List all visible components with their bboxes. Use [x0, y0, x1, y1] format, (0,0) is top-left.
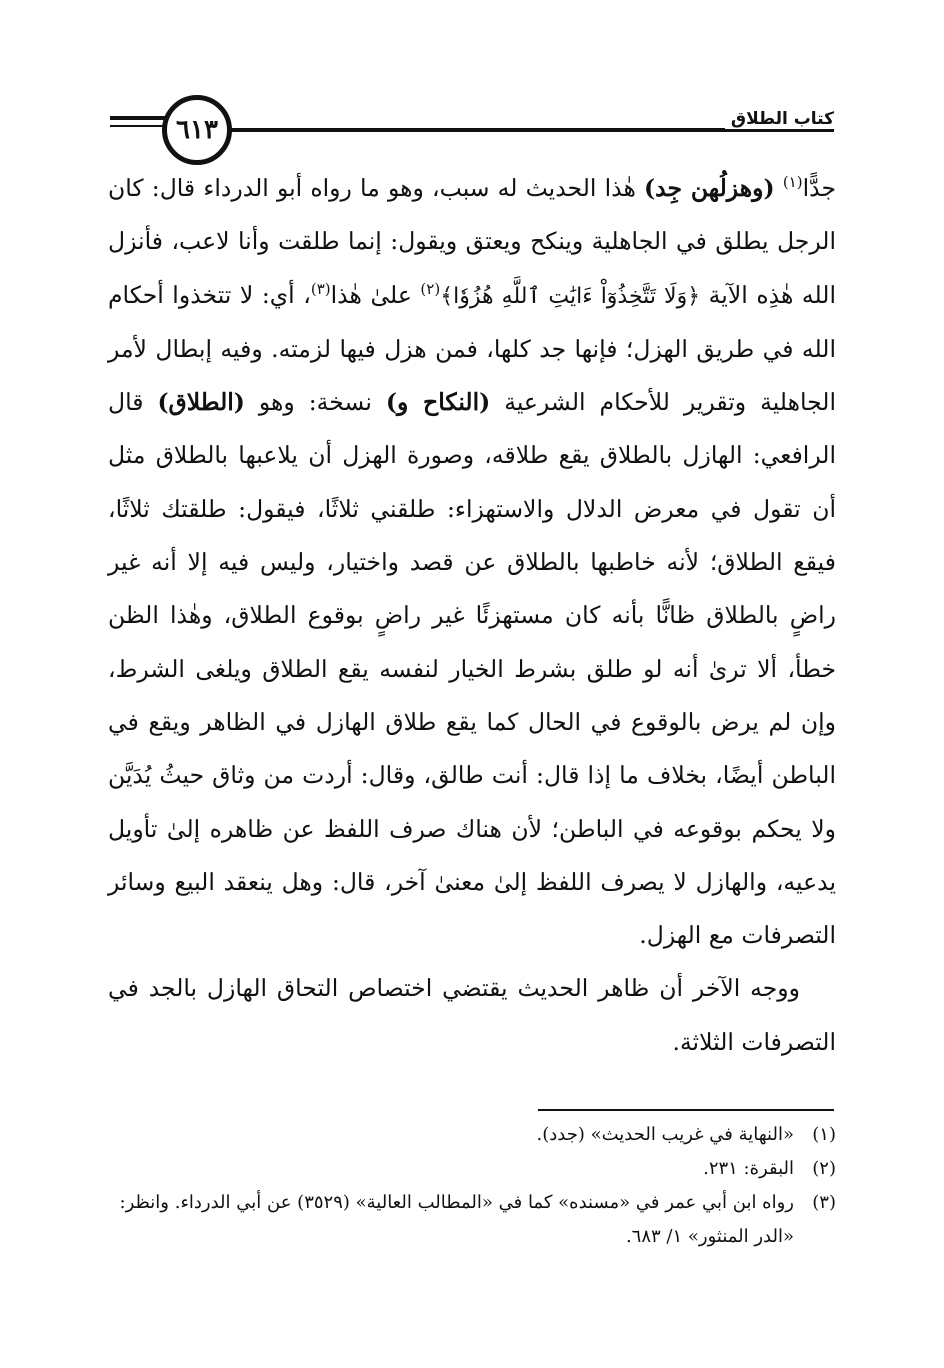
hadith-quote: (وهزلُهن جِد): [644, 174, 775, 202]
footnote-number: (١): [812, 1124, 836, 1145]
text-run: نسخة: وهو: [244, 388, 386, 417]
text-run: قال الرافعي: الهازل بالطلاق يقع طلاقه، وصورة الهزل أن يلاعبها بالطلاق مثل أن تقول في معرض الدلال والاستهزاء: طلقني ثلاثًا، فيقول: طلقتك ثلاثًا، فيقع الطلاق؛ لأنه خاطبها بالطلاق عن قصد واختيار، وليس فيه إلا أنه غير راضٍ بالطلاق ظانًّا بأنه كان مستهزئًا غير راضٍ بوقوع الطلاق، وهٰذا الظن خطأ، ألا ترىٰ أنه لو طلق بشرط الخيار لنفسه يقع الطلاق ويلغى الشرط، وإن لم يرض بالوقوع في الحال كما يقع طلاق الهازل في الظاهر ويقع في الباطن أيضًا، بخلاف ما إذا قال: أنت طالق، وقال: أردت من وثاق حيثُ يُدَيَّن ولا يحكم بوقوعه في الباطن؛ لأن هناك صرف اللفظ عن ظاهره إلىٰ تأويل يدعيه، والهازل لا يصرف اللفظ إلىٰ معنىٰ آخر، قال: وهل ينعقد البيع وسائر التصرفات مع الهزل.: [108, 388, 836, 950]
page-header: [110, 95, 834, 161]
text-run: ، أي: لا تتخذوا أحكام الله في طريق الهزل؛ فإنها جد كلها، فمن هزل فيها لزمته. وفيه إبطال لأمر الجاهلية وتقرير للأحكام الشرعية: [108, 280, 836, 417]
matn-quote: (الطلاق): [157, 388, 245, 417]
quran-verse: ﴿وَلَا تَتَّخِذُوٓاْ ءَايَٰتِ ٱللَّهِ هُزُوٗا﴾: [440, 283, 701, 309]
page-number: ٦١٣: [162, 95, 232, 165]
text-run: هٰذا الحديث له سبب، وهو ما رواه أبو الدرداء قال: كان الرجل يطلق في الجاهلية وينكح ويعتق ويقول: إنما طلقت وأنا لاعب، فأنزل الله هٰذِه الآية: [108, 174, 836, 309]
footnote: [108, 1118, 836, 1152]
running-title: كتاب الطلاق: [725, 109, 834, 129]
footnote-text: البقرة: ٢٣١.: [703, 1158, 794, 1179]
footnote-marker: (٣): [310, 279, 331, 298]
footnote-marker: (٢): [420, 279, 441, 298]
footnote-separator: [538, 1109, 834, 1111]
main-text: [108, 162, 836, 1069]
footnote: [108, 1152, 836, 1186]
footnote-text: «النهاية في غريب الحديث» (جدد).: [536, 1124, 794, 1145]
paragraph: [108, 162, 836, 962]
text-run: [775, 174, 783, 202]
footnote-number: (٣): [812, 1192, 836, 1213]
footnote-number: (٢): [812, 1158, 836, 1179]
footnote-text: رواه ابن أبي عمر في «مسنده» كما في «المطالب العالية» (٣٥٢٩) عن أبي الدرداء. وانظر: «الدر المنثور» ١/ ٦٨٣.: [119, 1192, 794, 1247]
text-run: علىٰ هٰذا: [330, 280, 421, 309]
footnote-marker: (١): [782, 173, 803, 192]
footnote: [108, 1186, 836, 1254]
paragraph: ووجه الآخر أن ظاهر الحديث يقتضي اختصاص التحاق الهازل بالجد في التصرفات الثلاثة.: [108, 974, 836, 1056]
footnotes: [108, 1118, 836, 1254]
matn-quote: (النكاح و): [385, 388, 491, 417]
text-run: جدًّا: [802, 174, 836, 202]
